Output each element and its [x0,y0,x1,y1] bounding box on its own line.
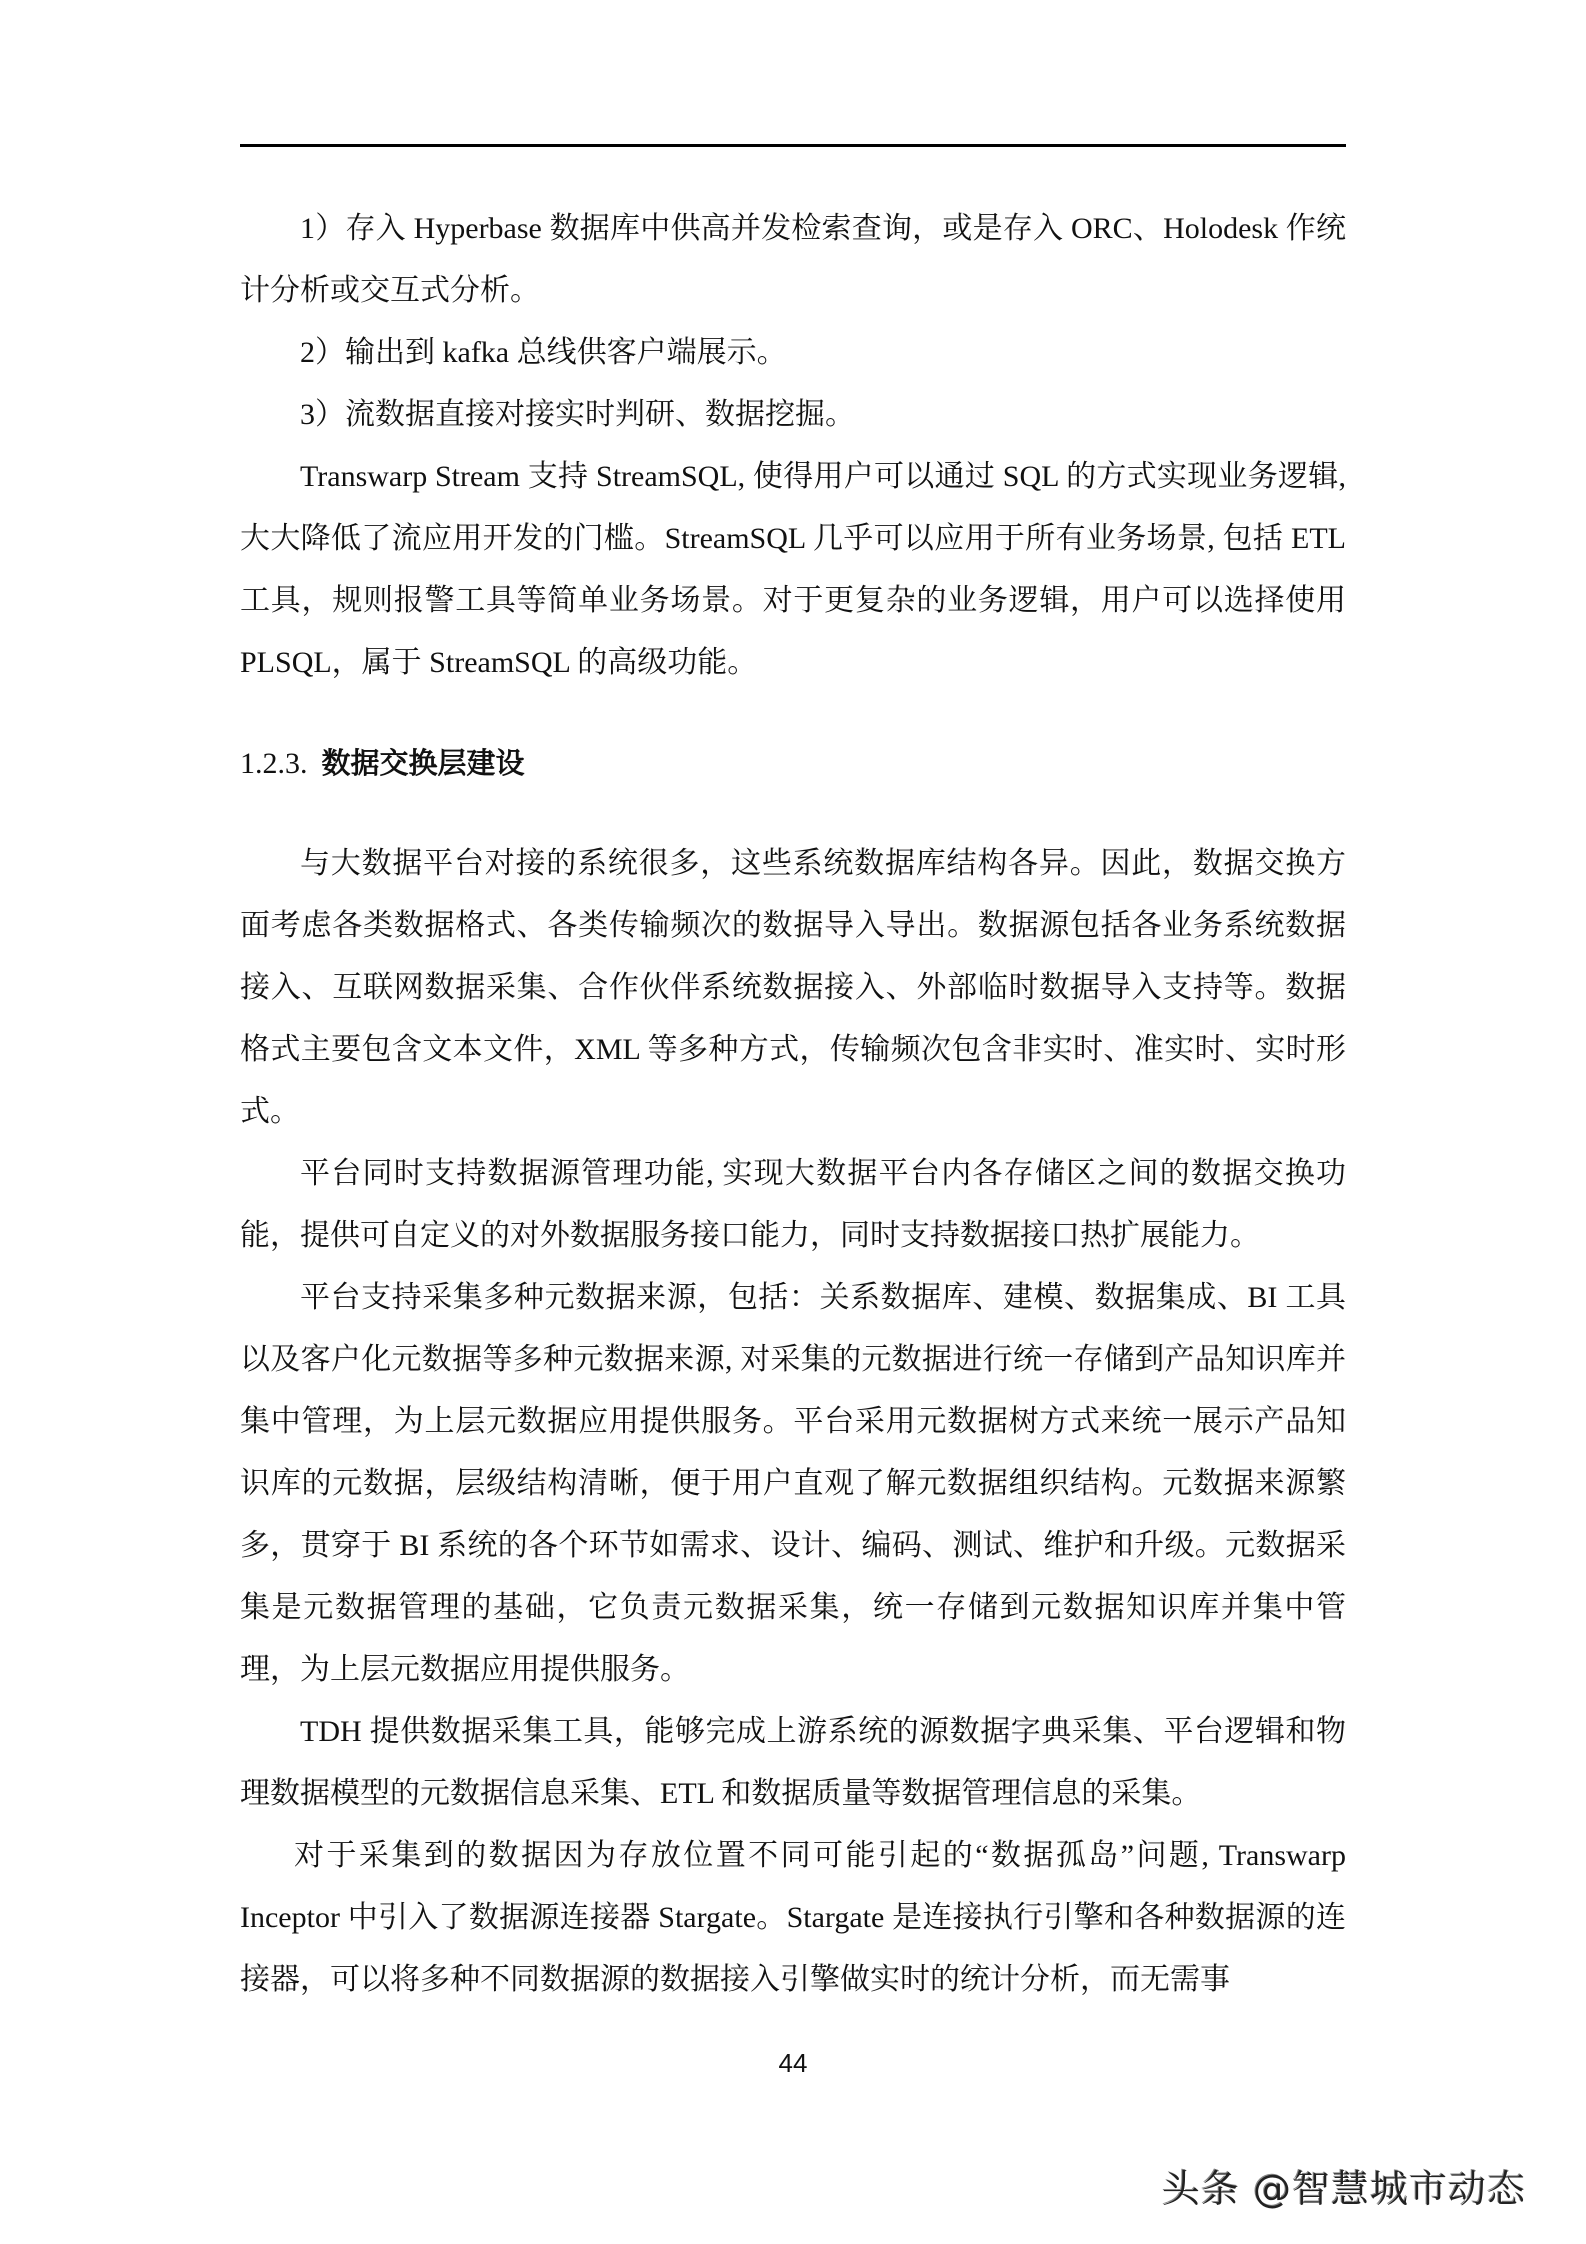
list-item-1 [240,198,1346,322]
list-item-3 [240,384,1346,446]
section-number: 1.2.3. [240,747,308,780]
watermark: 头条 @智慧城市动态 [1161,2167,1526,2211]
document-body [240,198,1346,2011]
list-item-label: 2） [300,336,345,369]
paragraph-streamsql: Transwarp Stream 支持 StreamSQL, 使得用户可以通过 SQL 的方式实现业务逻辑, 大大降低了流应用开发的门槛。StreamSQL 几乎可以应用于所有业务场景, 包括 ETL 工具，规则报警工具等简单业务场景。对于更复杂的业务逻辑，用户可以选择使用 PLSQL，属于 StreamSQL 的高级功能。 [240,460,1346,679]
header-rule [240,144,1346,147]
paragraph-2: 平台同时支持数据源管理功能, 实现大数据平台内各存储区之间的数据交换功能，提供可自定义的对外数据服务接口能力，同时支持数据接口热扩展能力。 [240,1157,1346,1252]
paragraph-4: TDH 提供数据采集工具，能够完成上游系统的源数据字典采集、平台逻辑和物理数据模型的元数据信息采集、ETL 和数据质量等数据管理信息的采集。 [240,1715,1346,1810]
paragraph-5: 对于采集到的数据因为存放位置不同可能引起的“数据孤岛”问题, Transwarp Inceptor 中引入了数据源连接器 Stargate。Stargate 是连接执行引擎和各种数据源的连接器，可以将多种不同数据源的数据接入引擎做实时的统计分析，而无需事 [240,1839,1346,1996]
section-title: 数据交换层建设 [321,746,525,780]
paragraph-1: 与大数据平台对接的系统很多，这些系统数据库结构各异。因此，数据交换方面考虑各类数据格式、各类传输频次的数据导入导出。数据源包括各业务系统数据接入、互联网数据采集、合作伙伴系统数据接入、外部临时数据导入支持等。数据格式主要包含文本文件，XML 等多种方式，传输频次包含非实时、准实时、实时形式。 [240,847,1346,1128]
page-number: 44 [778,2048,808,2078]
list-item-label: 1） [300,212,346,245]
list-item-label: 3） [300,398,345,431]
list-item-2 [240,322,1346,384]
paragraph-3: 平台支持采集多种元数据来源，包括：关系数据库、建模、数据集成、BI 工具以及客户化元数据等多种元数据来源, 对采集的元数据进行统一存储到产品知识库并集中管理，为上层元数据应用提供服务。平台采用元数据树方式来统一展示产品知识库的元数据，层级结构清晰，便于用户直观了解元数据组织结构。元数据来源繁多，贯穿于 BI 系统的各个环节如需求、设计、编码、测试、维护和升级。元数据采集是元数据管理的基础，它负责元数据采集，统一存储到元数据知识库并集中管理，为上层元数据应用提供服务。 [240,1281,1346,1686]
list-item-text: 存入 Hyperbase 数据库中供高并发检索查询，或是存入 ORC、Holodesk 作统计分析或交互式分析。 [240,212,1347,307]
list-item-text: 输出到 kafka 总线供客户端展示。 [345,336,787,369]
list-item-text: 流数据直接对接实时判研、数据挖掘。 [345,398,855,431]
section-heading [240,732,1346,795]
